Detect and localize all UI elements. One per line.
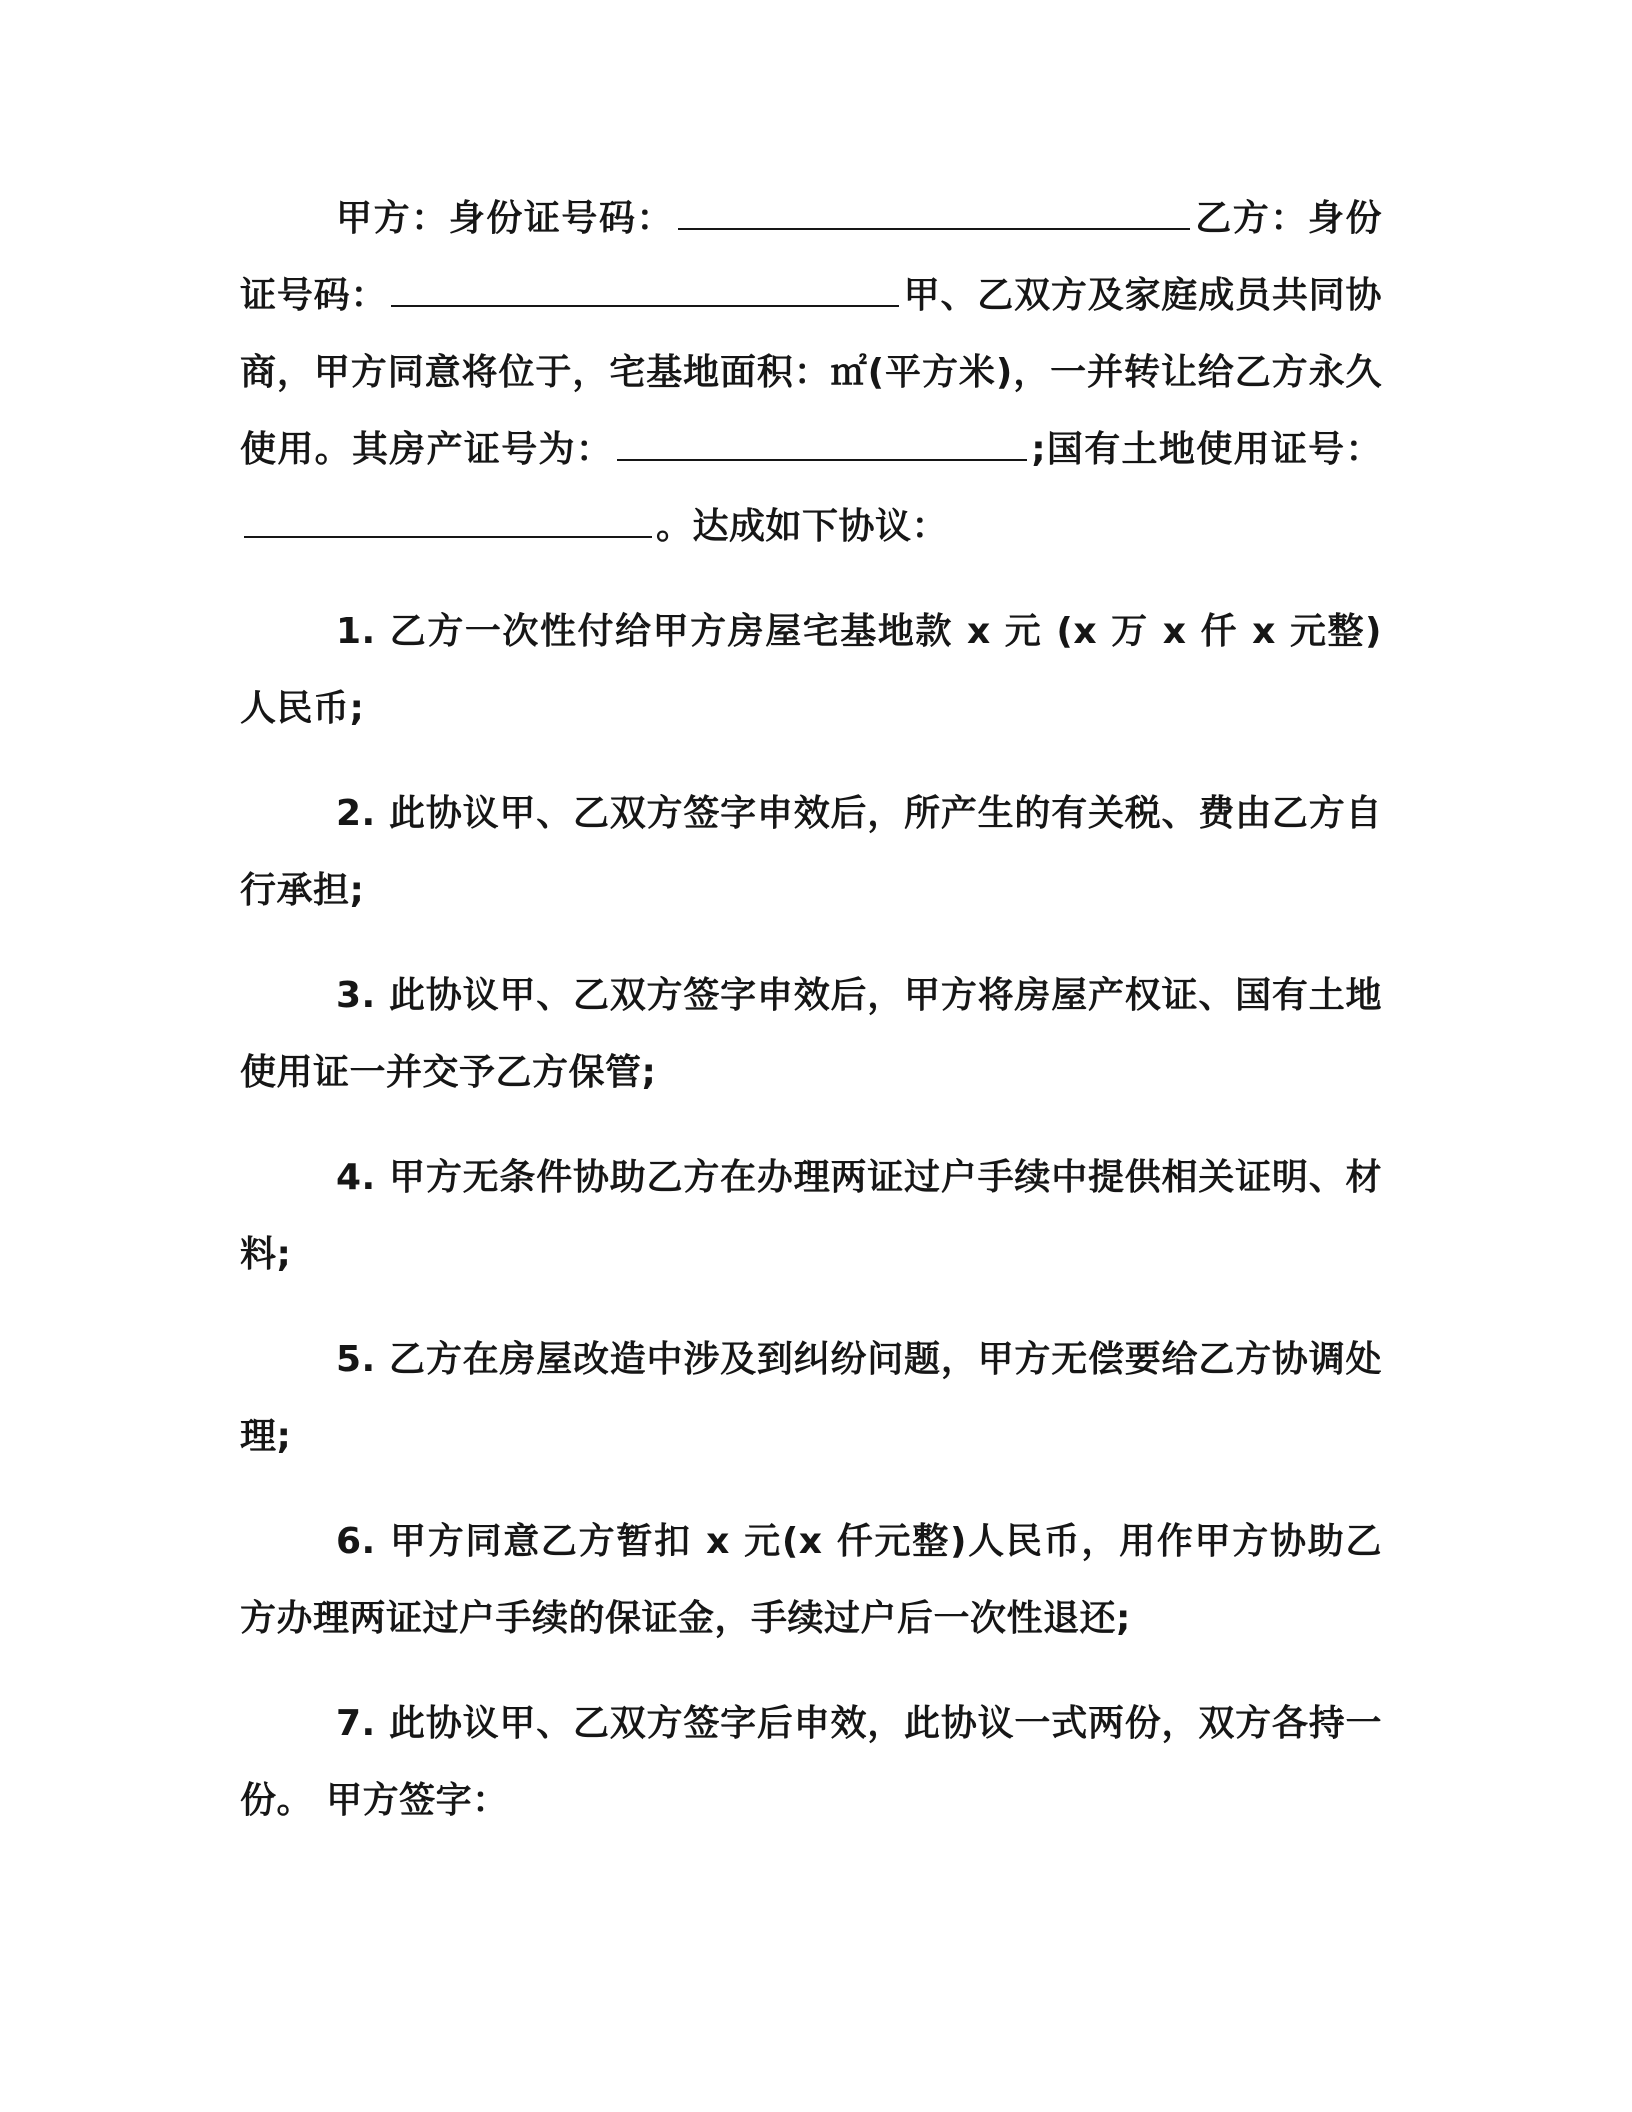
- clause-1: 1. 乙方一次性付给甲方房屋宅基地款 x 元 (x 万 x 仟 x 元整) 人民币;: [240, 611, 1382, 729]
- property-cert-blank: [617, 429, 1027, 461]
- clause-7-text: 7. 此协议甲、乙双方签字后申效，此协议一式两份，双方各持一份。: [240, 1703, 1382, 1821]
- party-a-id-blank: [678, 198, 1190, 230]
- land-cert-label: ;国有土地使用证号：: [1031, 429, 1382, 470]
- clause-2: 2. 此协议甲、乙双方签字申效后，所产生的有关税、费由乙方自行承担;: [240, 793, 1382, 911]
- party-a-id-label: 甲方：身份证号码：: [336, 198, 675, 239]
- clause-3: 3. 此协议甲、乙双方签字申效后，甲方将房屋产权证、国有土地使用证一并交予乙方保管;: [240, 975, 1382, 1093]
- intro-paragraph: [240, 180, 1382, 565]
- party-a-signature-label: 甲方签字：: [326, 1780, 509, 1821]
- negotiation-text: 甲、乙双方及家庭成员共同协商，甲方同意将位于，宅基地面积：㎡(平方米)，一并转让给乙方永久使用。其房产证号为：: [240, 275, 1382, 470]
- agreement-document: [240, 180, 1382, 1867]
- clause-7: [240, 1685, 1382, 1839]
- party-b-id-label: 乙方：身份证号码：: [240, 198, 1382, 316]
- agreement-reached-text: 。达成如下协议：: [656, 506, 949, 547]
- land-cert-blank: [244, 506, 652, 538]
- party-b-id-blank: [391, 275, 899, 307]
- clause-6: 6. 甲方同意乙方暂扣 x 元(x 仟元整)人民币，用作甲方协助乙方办理两证过户手续的保证金，手续过户后一次性退还;: [240, 1521, 1382, 1639]
- clause-4: 4. 甲方无条件协助乙方在办理两证过户手续中提供相关证明、材料;: [240, 1157, 1382, 1275]
- clause-5: 5. 乙方在房屋改造中涉及到纠纷问题，甲方无偿要给乙方协调处理;: [240, 1339, 1382, 1457]
